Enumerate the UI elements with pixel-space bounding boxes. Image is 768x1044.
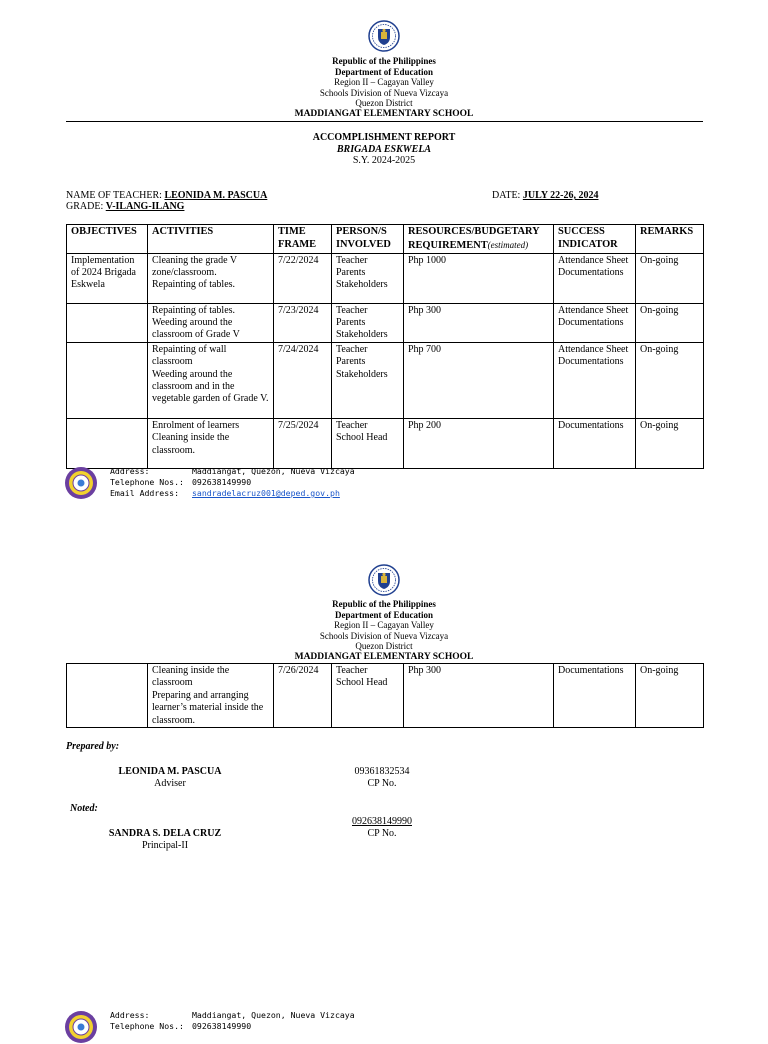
address-value: Maddiangat, Quezon, Nueva Vizcaya <box>192 1010 355 1020</box>
success-cell <box>554 664 636 728</box>
time-cell: 7/26/2024 <box>274 664 332 728</box>
email-link[interactable]: sandradelacruz001@deped.gov.ph <box>192 488 340 498</box>
persons-cell <box>332 664 404 728</box>
grade-label: GRADE: <box>66 201 104 212</box>
teacher-label: NAME OF TEACHER: <box>66 190 162 201</box>
remarks-cell: On-going <box>636 664 704 728</box>
person-item: Stakeholders <box>336 279 388 291</box>
district-text: Quezon District <box>355 98 413 109</box>
telephone-label: Telephone Nos.: <box>110 477 184 487</box>
preparer-signature <box>90 766 250 790</box>
person-item: Teacher <box>336 254 368 266</box>
region-text: Region II – Cagayan Valley <box>334 77 434 88</box>
time-cell: 7/25/2024 <box>274 418 332 468</box>
republic-text: Republic of the Philippines <box>332 599 436 609</box>
activity-item: Enrolment of learners <box>152 419 240 431</box>
noter-cp-label: CP No. <box>367 828 397 839</box>
preparer-name: LEONIDA M. PASCUA <box>118 766 222 777</box>
persons-cell <box>332 418 404 468</box>
col-success: SUCCESS INDICATOR <box>554 225 636 254</box>
telephone-value: 092638149990 <box>192 1021 252 1031</box>
preparer-title: Adviser <box>154 778 186 789</box>
resources-cell: Php 1000 <box>404 253 554 303</box>
success-item: Documentations <box>558 356 624 368</box>
persons-cell <box>332 253 404 303</box>
col-resources <box>404 225 554 254</box>
person-item: Parents <box>336 267 366 278</box>
success-cell <box>554 342 636 418</box>
table-row <box>67 253 704 303</box>
col-persons: PERSON/S INVOLVED <box>332 225 404 254</box>
success-cell <box>554 253 636 303</box>
person-item: Teacher <box>336 665 368 676</box>
objective-cell: Implementation of 2024 Brigada Eskwela <box>67 253 148 303</box>
grade-value: V-ILANG-ILANG <box>105 201 185 212</box>
table-row <box>67 342 704 418</box>
accomplishment-table-continued <box>66 663 704 728</box>
person-item: Teacher <box>336 343 368 355</box>
objective-cell <box>67 303 148 342</box>
teacher-line <box>66 190 267 201</box>
header-divider <box>66 121 703 122</box>
success-cell <box>554 303 636 342</box>
division-text: Schools Division of Nueva Vizcaya <box>319 630 449 641</box>
activities-cell <box>148 253 274 303</box>
letterhead <box>0 599 768 663</box>
objective-cell <box>67 342 148 418</box>
activity-item: Preparing and arranging learner’s material inside the classroom. <box>152 689 264 726</box>
department-text: Department of Education <box>335 66 433 77</box>
noter-title: Principal-II <box>141 840 189 851</box>
activity-item: Repainting of tables. <box>152 279 236 291</box>
address-label: Address: <box>110 466 150 476</box>
accomplishment-table <box>66 224 704 469</box>
noter-signature <box>85 828 245 852</box>
email-label: Email Address: <box>110 488 180 498</box>
col-objectives: OBJECTIVES <box>67 225 148 254</box>
department-text: Department of Education <box>335 609 433 620</box>
person-item: Stakeholders <box>336 329 388 341</box>
activities-cell <box>148 418 274 468</box>
persons-cell <box>332 342 404 418</box>
success-item: Attendance Sheet <box>558 304 629 316</box>
preparer-cp-label: CP No. <box>367 778 397 789</box>
address-value: Maddiangat, Quezon, Nueva Vizcaya <box>192 466 355 476</box>
noted-label: Noted: <box>70 803 98 814</box>
republic-text: Republic of the Philippines <box>332 56 436 66</box>
person-item: Stakeholders <box>336 368 388 380</box>
school-name: MADDIANGAT ELEMENTARY SCHOOL <box>294 108 474 119</box>
resources-cell: Php 300 <box>404 664 554 728</box>
table-header-row <box>67 225 704 254</box>
person-item: Teacher <box>336 419 368 431</box>
table-row <box>67 664 704 728</box>
school-name: MADDIANGAT ELEMENTARY SCHOOL <box>294 651 474 662</box>
col-activities: ACTIVITIES <box>148 225 274 254</box>
activity-item: Cleaning the grade V zone/classroom. <box>152 254 237 278</box>
address-label: Address: <box>110 1010 150 1020</box>
activities-cell <box>148 664 274 728</box>
school-year: S.Y. 2024-2025 <box>352 155 416 166</box>
teacher-name: LEONIDA M. PASCUA <box>164 190 268 201</box>
date-label: DATE: <box>492 190 521 201</box>
noter-name: SANDRA S. DELA CRUZ <box>108 828 222 839</box>
activity-item: Repainting of wall classroom <box>152 343 227 368</box>
success-item: Documentations <box>558 317 624 328</box>
activity-item: Cleaning inside the classroom. <box>152 432 230 456</box>
objective-cell <box>67 664 148 728</box>
activity-item: Weeding around the classroom and in the vegetable garden of Grade V. <box>152 368 269 405</box>
person-item: School Head <box>336 432 388 444</box>
person-item: School Head <box>336 677 388 689</box>
remarks-cell: On-going <box>636 418 704 468</box>
date-value: JULY 22-26, 2024 <box>522 190 599 201</box>
resources-cell: Php 300 <box>404 303 554 342</box>
prepared-by-label: Prepared by: <box>66 741 120 752</box>
success-item: Documentations <box>558 267 624 278</box>
preparer-cp: 09361832534 <box>354 766 410 777</box>
activity-item: Weeding around the classroom of Grade V <box>152 317 240 341</box>
time-cell: 7/24/2024 <box>274 342 332 418</box>
remarks-cell: On-going <box>636 303 704 342</box>
school-logo-icon <box>64 466 98 500</box>
activities-cell <box>148 342 274 418</box>
resources-cell: Php 700 <box>404 342 554 418</box>
division-text: Schools Division of Nueva Vizcaya <box>319 87 449 98</box>
resources-cell: Php 200 <box>404 418 554 468</box>
time-cell: 7/23/2024 <box>274 303 332 342</box>
activity-item: Cleaning inside the classroom <box>152 665 230 689</box>
deped-seal-icon <box>368 20 400 52</box>
success-item: Documentations <box>558 419 624 431</box>
noter-contact <box>322 816 442 840</box>
letterhead <box>0 56 768 120</box>
objective-cell <box>67 418 148 468</box>
success-cell <box>554 418 636 468</box>
person-item: Parents <box>336 317 366 328</box>
col-time-frame: TIME FRAME <box>274 225 332 254</box>
preparer-contact <box>322 766 442 790</box>
table-row <box>67 418 704 468</box>
grade-line <box>66 201 184 212</box>
remarks-cell: On-going <box>636 342 704 418</box>
success-item: Documentations <box>558 665 624 676</box>
report-title-block <box>0 132 768 167</box>
telephone-label: Telephone Nos.: <box>110 1021 184 1031</box>
region-text: Region II – Cagayan Valley <box>334 620 434 631</box>
report-title: ACCOMPLISHMENT REPORT <box>312 132 456 143</box>
success-item: Attendance Sheet <box>558 254 629 266</box>
activity-item: Repainting of tables. <box>152 304 236 316</box>
estimated-note: (estimated) <box>487 239 529 250</box>
persons-cell <box>332 303 404 342</box>
success-item: Attendance Sheet <box>558 343 629 355</box>
telephone-value: 092638149990 <box>192 477 252 487</box>
activities-cell <box>148 303 274 342</box>
noter-cp: 092638149990 <box>352 816 412 827</box>
table-row <box>67 303 704 342</box>
footer-contact <box>110 1010 410 1031</box>
col-remarks: REMARKS <box>636 225 704 254</box>
email-link-wrap[interactable] <box>192 488 340 499</box>
time-cell: 7/22/2024 <box>274 253 332 303</box>
deped-seal-icon <box>368 564 400 596</box>
date-line <box>492 190 599 201</box>
remarks-cell: On-going <box>636 253 704 303</box>
person-item: Parents <box>336 356 366 368</box>
person-item: Teacher <box>336 304 368 316</box>
district-text: Quezon District <box>355 641 413 652</box>
resources-header-text: RESOURCES/BUDGETARY REQUIREMENT <box>408 226 540 251</box>
footer-contact <box>110 466 410 500</box>
report-subtitle: BRIGADA ESKWELA <box>336 143 432 155</box>
school-logo-icon <box>64 1010 98 1044</box>
